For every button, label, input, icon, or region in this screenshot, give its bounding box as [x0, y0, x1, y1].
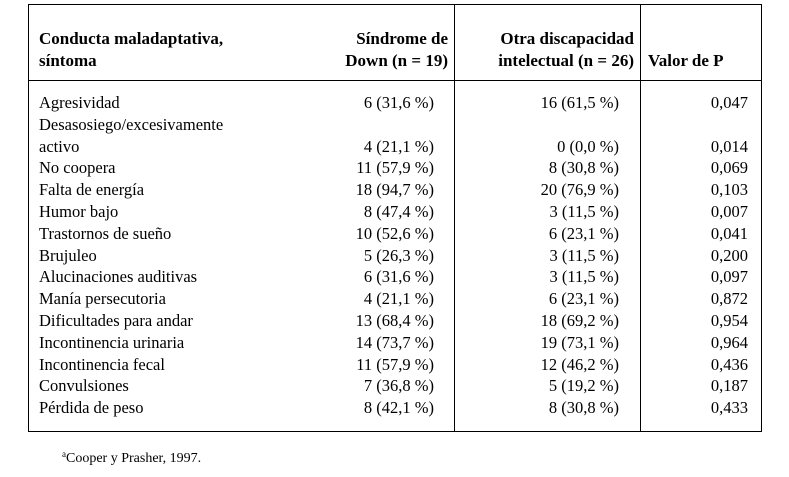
cell-otra: 6 (23,1 %) — [548, 289, 619, 309]
cell-down: 11 (57,9 %) — [356, 354, 434, 374]
cell-down: 8 (42,1 %) — [363, 398, 434, 418]
header-bottom-border — [28, 80, 762, 81]
column-divider — [640, 4, 641, 432]
row-label: Incontinencia urinaria — [39, 332, 185, 352]
table-left-border — [28, 4, 29, 432]
header-otra-line1: Otra discapacidad — [500, 29, 634, 48]
cell-valor-p: 0,069 — [710, 158, 748, 178]
row-label: Desasosiego/excesivamente — [39, 114, 224, 134]
cell-down: 14 (73,7 %) — [355, 332, 434, 352]
cell-down: 7 (36,8 %) — [363, 376, 434, 396]
row-label-continued: activo — [39, 136, 80, 156]
cell-valor-p: 0,014 — [710, 136, 748, 156]
cell-otra: 8 (30,8 %) — [548, 398, 619, 418]
cell-down: 8 (47,4 %) — [363, 202, 434, 221]
row-label: Brujuleo — [39, 245, 97, 265]
cell-otra: 0 (0,0 %) — [557, 136, 619, 156]
cell-otra: 18 (69,2 %) — [540, 311, 619, 330]
header-down-line1: Síndrome de — [356, 29, 448, 48]
row-label: Agresividad — [39, 93, 120, 112]
header-down-line2: Down (n = 19) — [345, 51, 448, 70]
footnote-text: Cooper y Prasher, 1997. — [66, 451, 202, 466]
row-label: Alucinaciones auditivas — [39, 267, 198, 287]
cell-otra: 3 (11,5 %) — [549, 245, 619, 265]
cell-valor-p: 0,954 — [710, 311, 748, 330]
cell-down: 6 (31,6 %) — [363, 267, 434, 287]
row-label: No coopera — [39, 158, 116, 178]
cell-otra: 3 (11,5 %) — [549, 267, 619, 287]
table-right-border — [761, 4, 762, 432]
cell-otra: 16 (61,5 %) — [540, 93, 619, 112]
data-table — [28, 4, 762, 432]
row-label: Manía persecutoria — [39, 289, 166, 309]
row-label: Falta de energía — [39, 180, 145, 200]
cell-valor-p: 0,200 — [710, 245, 748, 265]
cell-otra: 3 (11,5 %) — [549, 202, 619, 221]
footnote — [62, 449, 201, 467]
cell-down: 13 (68,4 %) — [355, 311, 434, 330]
cell-valor-p: 0,103 — [710, 180, 748, 200]
cell-valor-p: 0,964 — [710, 332, 748, 352]
table-bottom-border — [28, 431, 762, 432]
cell-valor-p: 0,041 — [710, 223, 748, 243]
cell-down: 4 (21,1 %) — [363, 136, 434, 156]
cell-otra: 5 (19,2 %) — [548, 376, 619, 396]
row-label: Incontinencia fecal — [39, 354, 165, 374]
cell-down: 4 (21,1 %) — [363, 289, 434, 309]
row-label: Convulsiones — [39, 376, 129, 396]
cell-otra: 8 (30,8 %) — [548, 158, 619, 178]
header-conducta-line1: Conducta maladaptativa, — [39, 29, 224, 48]
header-otra-line2: intelectual (n = 26) — [498, 51, 634, 70]
cell-otra: 19 (73,1 %) — [540, 332, 619, 352]
row-label: Humor bajo — [39, 202, 119, 221]
cell-valor-p: 0,187 — [710, 376, 748, 396]
cell-otra: 12 (46,2 %) — [540, 354, 619, 374]
cell-valor-p: 0,097 — [710, 267, 748, 287]
column-divider — [454, 4, 455, 432]
cell-down: 11 (57,9 %) — [356, 158, 434, 178]
cell-down: 18 (94,7 %) — [355, 180, 434, 200]
cell-down: 5 (26,3 %) — [363, 245, 434, 265]
header-valor-p: Valor de P — [648, 51, 724, 70]
row-label: Pérdida de peso — [39, 398, 144, 418]
row-label: Trastornos de sueño — [39, 223, 172, 243]
cell-valor-p: 0,433 — [710, 398, 748, 418]
table-top-border — [28, 4, 762, 5]
cell-down: 10 (52,6 %) — [355, 223, 434, 243]
cell-valor-p: 0,007 — [710, 202, 748, 221]
cell-valor-p: 0,436 — [710, 354, 748, 374]
cell-otra: 6 (23,1 %) — [548, 223, 619, 243]
cell-valor-p: 0,872 — [710, 289, 748, 309]
cell-otra: 20 (76,9 %) — [540, 180, 619, 200]
cell-valor-p: 0,047 — [710, 93, 748, 112]
row-label: Dificultades para andar — [39, 311, 193, 330]
header-conducta-line2: síntoma — [39, 51, 97, 70]
footnote-marker: a — [62, 449, 66, 459]
cell-down: 6 (31,6 %) — [363, 93, 434, 112]
